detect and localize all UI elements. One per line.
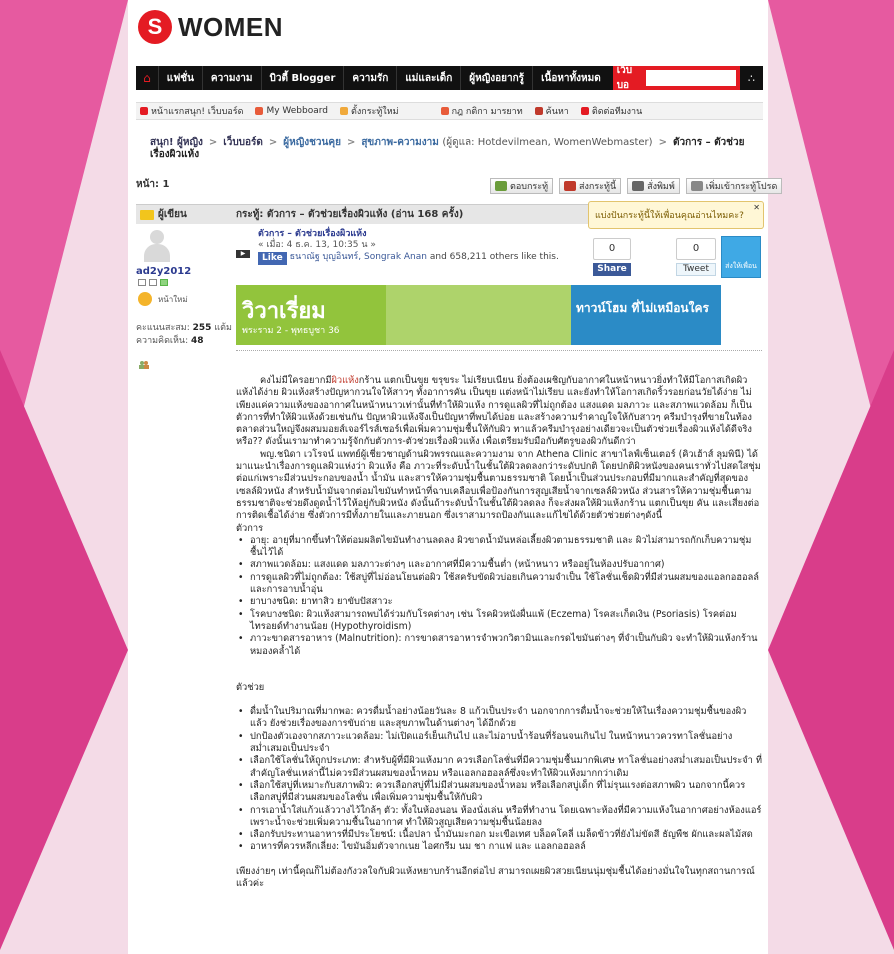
- breadcrumb-webboard[interactable]: เว็บบอร์ด: [223, 137, 263, 148]
- nav-search: [613, 66, 740, 90]
- favorite-button[interactable]: เพิ่มเข้ากระทู้โปรด: [686, 178, 783, 194]
- search-icon: [535, 107, 543, 115]
- nav-item-fashion[interactable]: แฟชั่น: [158, 66, 202, 90]
- breadcrumb-category[interactable]: สุขภาพ-ความงาม: [361, 137, 439, 148]
- webboard-icon: [140, 107, 148, 115]
- rss-icon[interactable]: ∴: [748, 71, 755, 85]
- facebook-share-count: 0: [593, 238, 631, 260]
- pencil-icon: [340, 107, 348, 115]
- user-icon: [255, 107, 263, 115]
- post-title[interactable]: ตัวการ – ตัวช่วยเรื่องผิวแห้ง: [258, 229, 367, 239]
- nav-item-blogger[interactable]: บิวตี้ Blogger: [261, 66, 344, 90]
- share-tooltip: แบ่งปันกระทู้นี้ให้เพื่อนคุณอ่านไหมคะ? ✕: [588, 201, 764, 229]
- username[interactable]: ad2y2012: [136, 266, 192, 277]
- print-button[interactable]: สั่งพิมพ์: [627, 178, 680, 194]
- helpers-title: ตัวช่วย: [236, 681, 265, 693]
- post-date: « เมื่อ: 4 ธ.ค. 13, 10:35 น »: [258, 240, 376, 250]
- causes-title: ตัวการ: [236, 522, 264, 534]
- tweet-count: 0: [676, 238, 716, 260]
- post-closing: เพียงง่ายๆ เท่านี้คุณก็ไม่ต้องกังวลใจกับผิวแห้งหยาบกร้านอีกต่อไป สามารถเผยผิวสวยเนียนนุ่มชุ่มชื้นได้อย่างมั่นใจในทุกสถานการณ์แล้วค่ะ: [236, 865, 755, 889]
- list-item: • อายุ: อายุที่มากขึ้นทำให้ต่อมผลิตไขมันทำงานลดลง ผิวขาดน้ำมันหล่อเลี้ยงผิวตามธรรมชาติ และ ผิวไม่สามารถกักเก็บความชุ่มชื้นไว้ได้: [236, 535, 762, 560]
- mail-icon: [581, 107, 589, 115]
- facebook-share: [593, 238, 631, 276]
- list-item: • ยาบางชนิด: ยาทาสิว ยาขับปัสสาวะ: [236, 596, 762, 608]
- add-friend-icon[interactable]: [160, 279, 168, 286]
- send-icon: [564, 181, 576, 191]
- list-item: • ดื่มน้ำในปริมาณที่มากพอ: ควรดื่มน้ำอย่างน้อยวันละ 8 แก้วเป็นประจำ นอกจากการดื่มน้ำจะช่วยให้ในเรื่องความชุ่มชื้นของผิวแล้ว ยังช่วยเรื่องของการขับถ่าย และสุขภาพในด้านต่างๆ ได้อีกด้วย: [236, 706, 762, 731]
- logo-text: WOMEN: [178, 11, 284, 42]
- search-input[interactable]: [646, 70, 736, 86]
- author-header: ผู้เขียน: [136, 207, 236, 222]
- banner-tag: ทาวน์โฮม ที่ไม่เหมือนใคร: [576, 301, 709, 315]
- favorite-icon: [691, 181, 703, 191]
- profile-icon[interactable]: [138, 279, 146, 286]
- banner-image: [386, 285, 571, 345]
- main-nav: [136, 66, 763, 90]
- like-text: ธนาณัฐ บุญอินทร์, Songrak Anan and 658,211 others like this.: [289, 252, 559, 262]
- rules-link[interactable]: กฎ กติกา มารยาท: [441, 104, 523, 118]
- twitter-share: [676, 238, 716, 276]
- nav-item-love[interactable]: ความรัก: [343, 66, 396, 90]
- breadcrumb-moderators: (ผู้ดูแล: Hotdevilmean, WomenWebmaster): [442, 137, 653, 148]
- send-to-friend-button[interactable]: ส่งให้เพื่อน: [721, 236, 761, 278]
- message-icon[interactable]: [149, 279, 157, 286]
- page-container: [128, 0, 778, 954]
- my-webboard-link[interactable]: My Webboard: [255, 106, 328, 116]
- list-item: • การดูแลผิวที่ไม่ถูกต้อง: ใช้สบู่ที่ไม่อ่อนโยนต่อผิว ใช้สครับขัดผิวบ่อยเกินความจำเป็น ใช้โลชั่นเช็ดผิวที่มีส่วนผสมของแอลกอฮอลล์ และการอาบน้ำอุ่น: [236, 572, 762, 597]
- post-header: [258, 229, 618, 265]
- avatar[interactable]: [142, 230, 172, 262]
- list-item: • เลือกรับประทานอาหารที่มีประโยชน์: เนื้อปลา น้ำมันมะกอก มะเขือเทศ บล็อคโคลี่ เมล็ดข้าวที่ยังไม่ขัดสี ธัญพืช ผักและผลไม้สด: [236, 829, 762, 841]
- nav-item-mom[interactable]: แม่และเด็ก: [396, 66, 460, 90]
- advertisement-banner[interactable]: [236, 285, 721, 345]
- facebook-share-button[interactable]: Share: [593, 263, 631, 276]
- print-icon: [632, 181, 644, 191]
- post-doctor-paragraph: พญ.ชนิดา เวโรจน์ แพทย์ผู้เชี่ยวชาญด้านผิวพรรณและความงาม จาก Athena Clinic สาขาไลฟ์เซ็นเตอร์ (คิวเฮ้าส์ ลุมพินี) ได้มาแนะนำเรื่องการดูแลผิวแห่งว่า ผิวแห้ง คือ ภาวะที่ระดับน้ำในชั้นใต้ผิวลดลงกว่าระดับปกติ โดยปกติผิวหนังของคนเราทั่วไปสดใสชุ่มต่อแก่เพราะมีส่วนประกอบของน้ำ น้ำมัน และสารให้ความชุ่มชื้นตามธรรมชาติ โดยน้ำเป็นส่วนประกอบที่มีมากและสำคัญที่สุดของเซลล์ผิวหนัง สำหรับน้ำมันจากต่อมไขมันทำหน้าที่ฉาบเคลือบเพื่อป้องกันการสูญเสียน้ำจากเซลล์ผิวหนัง ส่วนสารให้ความชุ่มชื้นตามธรรมชาติจะช่วยดึงดูดน้ำไว้ให้อยู่กับผิวหนัง ดังนั้นถ้าระดับน้ำในชั้นใต้ผิวลดลง ก็จะส่งผลให้ผิวแห้งกร้าน แตกเป็นขุย คัน และเสี่ยงต่อการติดเชื้อได้ง่าย ซึ่งตัวการมีทั้งภายในและภายนอก ซึ่งเราสามารถป้องกันและแก้ไขได้ด้วยตัวช่วยต่างๆดังนี้: [236, 448, 761, 522]
- topic-type-icon: ▶: [236, 250, 250, 258]
- breadcrumb-current: ตัวการ – ตัวช่วย เรื่องผิวแห้ง: [150, 137, 745, 160]
- highlighted-keyword[interactable]: ผิวแห้ง: [331, 375, 359, 386]
- breadcrumb-forum[interactable]: ผู้หญิงชวนคุย: [283, 137, 341, 148]
- smile-icon: [138, 292, 152, 306]
- topic-actions: [490, 178, 782, 194]
- users-icon[interactable]: [138, 360, 150, 370]
- list-item: • โรคบางชนิด: ผิวแห้งสามารถพบได้ร่วมกับโรคต่างๆ เช่น โรคผิวหนังผื่นแพ้ (Eczema) โรคสะเก็ดเงิน (Psoriasis) โรคต่อมไทรอยด์ทำงานน้อย (Hypothyroidism): [236, 609, 762, 634]
- helpers-list: [236, 706, 762, 854]
- site-logo[interactable]: [138, 10, 283, 44]
- logo-mark-icon: S: [138, 10, 172, 44]
- new-topic-link[interactable]: ตั้งกระทู้ใหม่: [340, 104, 399, 118]
- list-item: • การเอาน้ำใส่แก้วแล้ววางไว้ใกล้ๆ ตัว: ทั้งในห้องนอน ห้องนั่งเล่น หรือที่ทำงาน โดยเฉพาะห้องที่มีความแห้งในอากาศอย่างห้องแอร์ เพราะน้ำจะช่วยเพิ่มความชื้นในอากาศ ทำให้ผิวสูญเสียความชุ่มชื้นน้อยลง: [236, 805, 762, 830]
- list-item: • ปกป้องตัวเองจากสภาวะแวดล้อม: ไม่เปิดแอร์เย็นเกินไป และไม่อาบน้ำร้อนที่ร้อนจนเกินไป ในหน้าหนาวควรทาโลชั่นอย่างสม่ำเสมอเป็นประจำ: [236, 731, 762, 756]
- send-topic-button[interactable]: ส่งกระทู้นี้: [559, 178, 621, 194]
- user-rank: หน้าใหม่: [138, 292, 188, 306]
- list-item: • สภาพแวดล้อม: แสงแดด มลภาวะต่างๆ และอากาศที่มีความชื้นต่ำ (หน้าหนาว หรืออยู่ในห้องปรับอากาศ): [236, 559, 762, 571]
- reply-icon: [495, 181, 507, 191]
- breadcrumb-home[interactable]: สนุก! ผู้หญิง: [150, 137, 203, 148]
- post-content: [236, 350, 762, 954]
- webboard-toolbar: [136, 102, 763, 120]
- banner-title: วิวาเรี่ยม: [242, 299, 326, 324]
- breadcrumb: สนุก! ผู้หญิง > เว็บบอร์ด > ผู้หญิงชวนคุย > สุขภาพ-ความงาม (ผู้ดูแล: Hotdevilmean, WomenWebmaster) > ตัวการ – ตัวช่วย เรื่องผิวแห้ง: [150, 137, 745, 160]
- post-intro: คงไม่มีใครอยากมีผิวแห้งกร้าน แตกเป็นขุย ขรุขระ ไม่เรียบเนียน ยิ่งต้องเผชิญกับอากาศในหน้าหนาวยิ่งทำให้มีโอกาสเกิดผิวแห้งได้ง่าย ผิวแห้งสร้างปัญหากวนใจให้สาวๆ ทั้งอาการคัน เป็นขุย แต่งหน้าไม่เรียบ และยังทำให้โอกาสเกิดริ้วรอยก่อนวัยได้ง่าย ไม่เพียงแค่ความแห้งของอากาศในหน้าหนาวเท่านั้นที่ทำให้ผิวแห้ง การดูแลผิวที่ไม่ถูกต้อง แสงแดด มลภาวะ และสภาพแวดล้อม ก็เป็นตัวการที่ทำให้ผิวแห้งด้วยเช่นกัน ปัญหาผิวแห้งจึงเป็นปัญหาที่พบได้บ่อย และสร้างความรำคาญใจให้กับสาวๆ ครีมบำรุงที่ขายในท้องตลาดส่วนใหญ่จึงผสมมอยส์เจอร์ไรส์เซอร์เพื่อเพิ่มความชุ่มชื้นให้กับผิว ทาแล้วครีมบำรุงอย่างเดียวจะเป็นตัวช่วยเรื่องผิวแห้งได้ดีจริงหรือ?? ดังนั้นเรามาทำความรู้จักกับตัวการ-ตัวช่วยเรื่องผิวแห้ง เพื่อเตรียมรับมือกับศัตรูของผิวกันดีกว่า: [236, 375, 752, 448]
- reply-button[interactable]: ตอบกระทู้: [490, 178, 553, 194]
- webboard-home-link[interactable]: หน้าแรกสนุก! เว็บบอร์ด: [140, 104, 243, 118]
- home-icon[interactable]: ⌂: [143, 71, 151, 85]
- user-icons: [138, 279, 168, 286]
- tweet-button[interactable]: Tweet: [676, 263, 716, 276]
- topic-title-header: กระทู้: ตัวการ – ตัวช่วยเรื่องผิวแห้ง (อ่าน 168 ครั้ง): [236, 209, 464, 220]
- contact-link[interactable]: ติดต่อทีมงาน: [581, 104, 642, 118]
- causes-list: [236, 535, 762, 658]
- facebook-like: [258, 252, 618, 265]
- list-item: • เลือกใช้สบู่ที่เหมาะกับสภาพผิว: ควรเลือกสบู่ที่ไม่มีส่วนผสมของน้ำหอม หรือเลือกสบู่เด็ก ที่ไม่รุนแรงต่อสภาพผิว นอกจากนี้ควรเลือกสบู่ที่มีส่วนผสมของโลชั่น เพื่อเพิ่มความชุ่มชื้นให้กับผิว: [236, 780, 762, 805]
- author-icon: [140, 210, 154, 220]
- user-stats: คะแนนสะสม: 255 แต้ม ความคิดเห็น: 48: [136, 323, 232, 346]
- banner-subtitle: พระราม 2 - พุทธบูชา 36: [242, 326, 340, 336]
- nav-item-all[interactable]: เนื้อหาทั้งหมด: [532, 66, 609, 90]
- rules-icon: [441, 107, 449, 115]
- list-item: • เลือกใช้โลชั่นให้ถูกประเภท: สำหรับผู้ที่มีผิวแห้งมาก ควรเลือกโลชั่นที่มีความชุ่มชื้นมากพิเศษ ทาโลชั่นอย่างสม่ำเสมอเป็นประจำ ที่สำคัญโลชั่นเหล่านี้ไม่ควรมีส่วนผสมของน้ำหอม หรือแอลกอฮอลล์ซึ่งจะทำให้ผิวแห้งมากกว่าเดิม: [236, 755, 762, 780]
- list-item: • อาหารที่ควรหลีกเลี่ยง: ไขมันอิ่มตัวจากเนย ไอศกรีม นม ชา กาแฟ และ แอลกอฮอลล์: [236, 841, 762, 853]
- close-icon[interactable]: ✕: [753, 203, 760, 212]
- nav-item-women-ask[interactable]: ผู้หญิงอยากรู้: [460, 66, 532, 90]
- search-link[interactable]: ค้นหา: [535, 104, 569, 118]
- search-scope-label[interactable]: เว็บบอ: [616, 65, 633, 91]
- list-item: • ภาวะขาดสารอาหาร (Malnutrition): การขาดสารอาหารจำพวกวิตามินและกรดไขมันต่างๆ ที่จำเป็นกับผิว จะทำให้ผิวแห้งกร้าน หมองคล้ำได้: [236, 633, 762, 658]
- page-number: หน้า: 1: [136, 179, 170, 190]
- like-button[interactable]: Like: [258, 252, 287, 265]
- nav-item-beauty[interactable]: ความงาม: [202, 66, 261, 90]
